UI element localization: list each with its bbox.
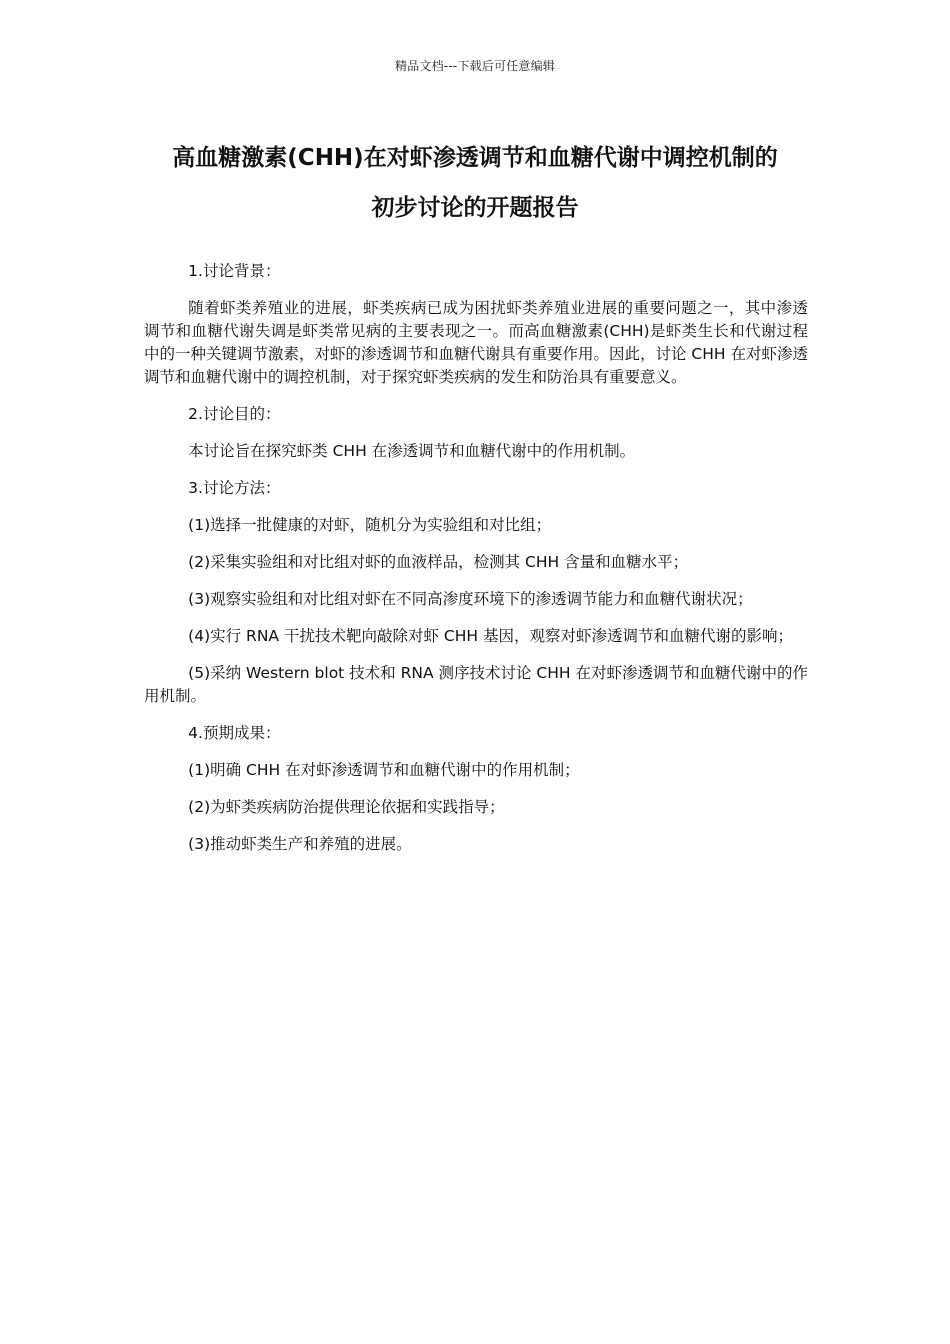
method-item-1: (1)选择一批健康的对虾，随机分为实验组和对比组；	[188, 516, 552, 534]
method-item-5: (5)采纳 Western blot 技术和 RNA 测序技术讨论 CHH 在对虾渗透调节和血糖代谢中的作用机制。	[144, 664, 808, 705]
method-item-4: (4)实行 RNA 干扰技术靶向敲除对虾 CHH 基因，观察对虾渗透调节和血糖代谢的影响；	[188, 627, 793, 645]
section-heading-expected-results: 4.预期成果：	[188, 724, 281, 742]
section-heading-purpose: 2.讨论目的：	[188, 405, 281, 423]
result-item-3: (3)推动虾类生产和养殖的进展。	[188, 835, 412, 853]
result-item-1: (1)明确 CHH 在对虾渗透调节和血糖代谢中的作用机制；	[188, 761, 580, 779]
paragraph-background: 随着虾类养殖业的进展，虾类疾病已成为困扰虾类养殖业进展的重要问题之一，其中渗透调节和血糖代谢失调是虾类常见病的主要表现之一。而高血糖激素(CHH)是虾类生长和代谢过程中的一种关键调节激素，对虾的渗透调节和血糖代谢具有重要作用。因此，讨论 CHH 在对虾渗透调节和血糖代谢中的调控机制，对于探究虾类疾病的发生和防治具有重要意义。	[144, 299, 808, 386]
method-item-2: (2)采集实验组和对比组对虾的血液样品，检测其 CHH 含量和血糖水平；	[188, 553, 689, 571]
header-note: 精品文档---下载后可任意编辑	[395, 59, 555, 73]
document-title-line-2: 初步讨论的开题报告	[371, 195, 579, 221]
section-heading-methods: 3.讨论方法：	[188, 479, 281, 497]
method-item-3: (3)观察实验组和对比组对虾在不同高渗度环境下的渗透调节能力和血糖代谢状况；	[188, 590, 753, 608]
section-heading-background: 1.讨论背景：	[188, 262, 281, 280]
document-title-line-1: 高血糖激素(CHH)在对虾渗透调节和血糖代谢中调控机制的	[172, 145, 778, 171]
document-body	[144, 260, 808, 870]
paragraph-purpose: 本讨论旨在探究虾类 CHH 在渗透调节和血糖代谢中的作用机制。	[188, 442, 636, 460]
result-item-2: (2)为虾类疾病防治提供理论依据和实践指导；	[188, 798, 505, 816]
